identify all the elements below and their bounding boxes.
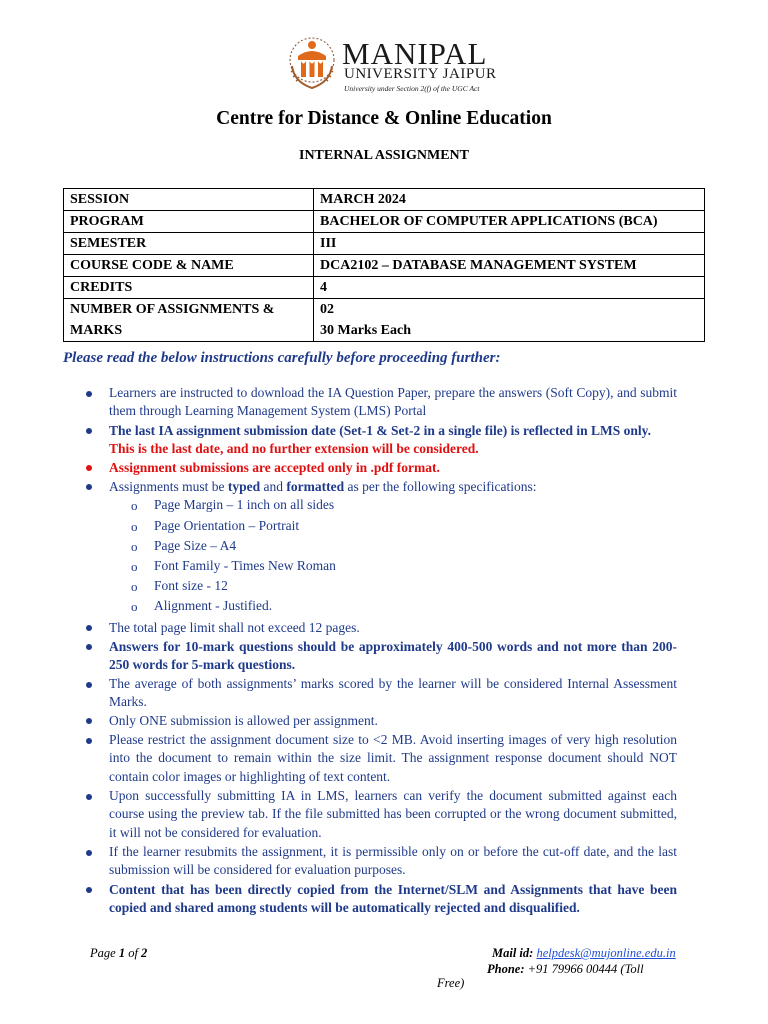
- logo-subtitle: UNIVERSITY JAIPUR: [344, 66, 497, 82]
- table-value-cell: DCA2102 – DATABASE MANAGEMENT SYSTEM: [314, 255, 705, 277]
- bullet-icon: [86, 465, 92, 471]
- spec-item: Font size - 12: [154, 578, 228, 593]
- university-logo: [284, 36, 497, 96]
- sub-bullet-icon: o: [131, 599, 138, 614]
- centre-title: Centre for Distance & Online Education: [216, 108, 552, 129]
- instructions-intro: Please read the below instructions carefully before proceeding further:: [63, 350, 501, 366]
- table-label-cell: [64, 299, 314, 342]
- list-item: Learners are instructed to download the IA Question Paper, prepare the answers (Soft Copy), and submit them through Learning Management System (LMS) Portal: [109, 385, 677, 419]
- list-item: Assignment submissions are accepted only in .pdf format.: [109, 460, 440, 475]
- sub-bullet-icon: o: [131, 519, 138, 534]
- table-row: [64, 189, 705, 211]
- footer-phone-cont: Free): [437, 976, 465, 990]
- page-number: [90, 946, 147, 961]
- manipal-emblem-icon: [284, 36, 340, 94]
- table-row: [64, 277, 705, 299]
- text-span: of: [125, 946, 142, 960]
- table-row: [64, 299, 705, 342]
- list-item: Please restrict the assignment document size to <2 MB. Avoid inserting images of very high resolution into the document to remain within the size limit. The assignment response document should NOT contain color images or highlighting of text content.: [109, 732, 677, 784]
- table-value-cell: BACHELOR OF COMPUTER APPLICATIONS (BCA): [314, 211, 705, 233]
- list-item: Content that has been directly copied from the Internet/SLM and Assignments that have been copied and shared among students will be automatically rejected and disqualified.: [109, 882, 677, 916]
- list-item-warning: This is the last date, and no further extension will be considered.: [109, 441, 479, 457]
- bullet-icon: [86, 850, 92, 856]
- list-item: [109, 478, 677, 496]
- list-item: The average of both assignments’ marks scored by the learner will be considered Internal Assessment Marks.: [109, 676, 677, 710]
- text-span: 2: [141, 946, 148, 960]
- logo-wordmark: MANIPAL: [342, 36, 488, 71]
- text-span: formatted: [286, 479, 345, 494]
- table-value-cell: [314, 299, 705, 342]
- text-span: 1: [118, 946, 126, 960]
- table-label-cell: PROGRAM: [64, 211, 314, 233]
- spec-item: Page Orientation – Portrait: [154, 518, 300, 533]
- table-row: [64, 211, 705, 233]
- footer-phone: [487, 962, 644, 977]
- list-item-text: The last IA assignment submission date (Set-1 & Set-2 in a single file) is reflected in LMS only.: [109, 423, 652, 438]
- bullet-icon: [86, 794, 92, 800]
- table-value-cell: III: [314, 233, 705, 255]
- table-label-cell: CREDITS: [64, 277, 314, 299]
- list-item: The total page limit shall not exceed 12 pages.: [109, 620, 360, 635]
- phone-label: Phone:: [487, 962, 525, 976]
- spec-item: Font Family - Times New Roman: [154, 558, 336, 573]
- text-span: typed: [227, 479, 261, 494]
- logo-tagline: University under Section 2(f) of the UGC Act: [344, 84, 480, 93]
- spec-item: Alignment - Justified.: [154, 598, 273, 613]
- label-line: NUMBER OF ASSIGNMENTS &: [70, 302, 275, 317]
- mail-label: Mail id:: [492, 946, 534, 960]
- bullet-icon: [86, 644, 92, 650]
- spec-item: Page Size – A4: [154, 538, 237, 553]
- value-line: 30 Marks Each: [320, 323, 411, 338]
- bullet-icon: [86, 738, 92, 744]
- table-row: [64, 233, 705, 255]
- bullet-icon: [86, 718, 92, 724]
- value-line: 02: [320, 302, 334, 317]
- list-item: If the learner resubmits the assignment, it is permissible only on or before the cut-off date, and the last submission will be considered for evaluation purposes.: [109, 844, 677, 878]
- sub-bullet-icon: o: [131, 579, 138, 594]
- table-label-cell: SEMESTER: [64, 233, 314, 255]
- bullet-icon: [86, 428, 92, 434]
- mail-link[interactable]: helpdesk@mujonline.edu.in: [536, 946, 676, 960]
- sub-bullet-icon: o: [131, 539, 138, 554]
- table-value-cell: 4: [314, 277, 705, 299]
- bullet-icon: [86, 625, 92, 631]
- table-value-cell: MARCH 2024: [314, 189, 705, 211]
- text-span: Page: [90, 946, 119, 960]
- sub-bullet-icon: o: [131, 498, 138, 513]
- bullet-icon: [86, 887, 92, 893]
- spec-item: Page Margin – 1 inch on all sides: [154, 497, 335, 512]
- text-span: as per the following specifications:: [344, 479, 537, 494]
- phone-value: +91 79966 00444 (Toll: [527, 962, 644, 976]
- text-span: and: [260, 479, 287, 494]
- bullet-icon: [86, 391, 92, 397]
- assignment-info-table: [63, 188, 705, 342]
- list-item: Upon successfully submitting IA in LMS, learners can verify the document submitted against each course using the preview tab. If the file submitted has been corrupted or the wrong document submitted, it will not be considered for evaluation.: [109, 788, 677, 840]
- table-label-cell: SESSION: [64, 189, 314, 211]
- list-item: [109, 422, 677, 459]
- list-item: Answers for 10-mark questions should be approximately 400-500 words and not more than 200-250 words for 5-mark questions.: [109, 639, 677, 673]
- sub-bullet-icon: o: [131, 559, 138, 574]
- bullet-icon: [86, 682, 92, 688]
- text-span: Assignments must be: [109, 479, 228, 494]
- table-row: [64, 255, 705, 277]
- footer-mail: [492, 946, 676, 961]
- label-line: MARKS: [70, 323, 123, 338]
- bullet-icon: [86, 484, 92, 490]
- list-item: Only ONE submission is allowed per assignment.: [109, 713, 378, 728]
- assignment-title: INTERNAL ASSIGNMENT: [299, 148, 469, 163]
- table-label-cell: COURSE CODE & NAME: [64, 255, 314, 277]
